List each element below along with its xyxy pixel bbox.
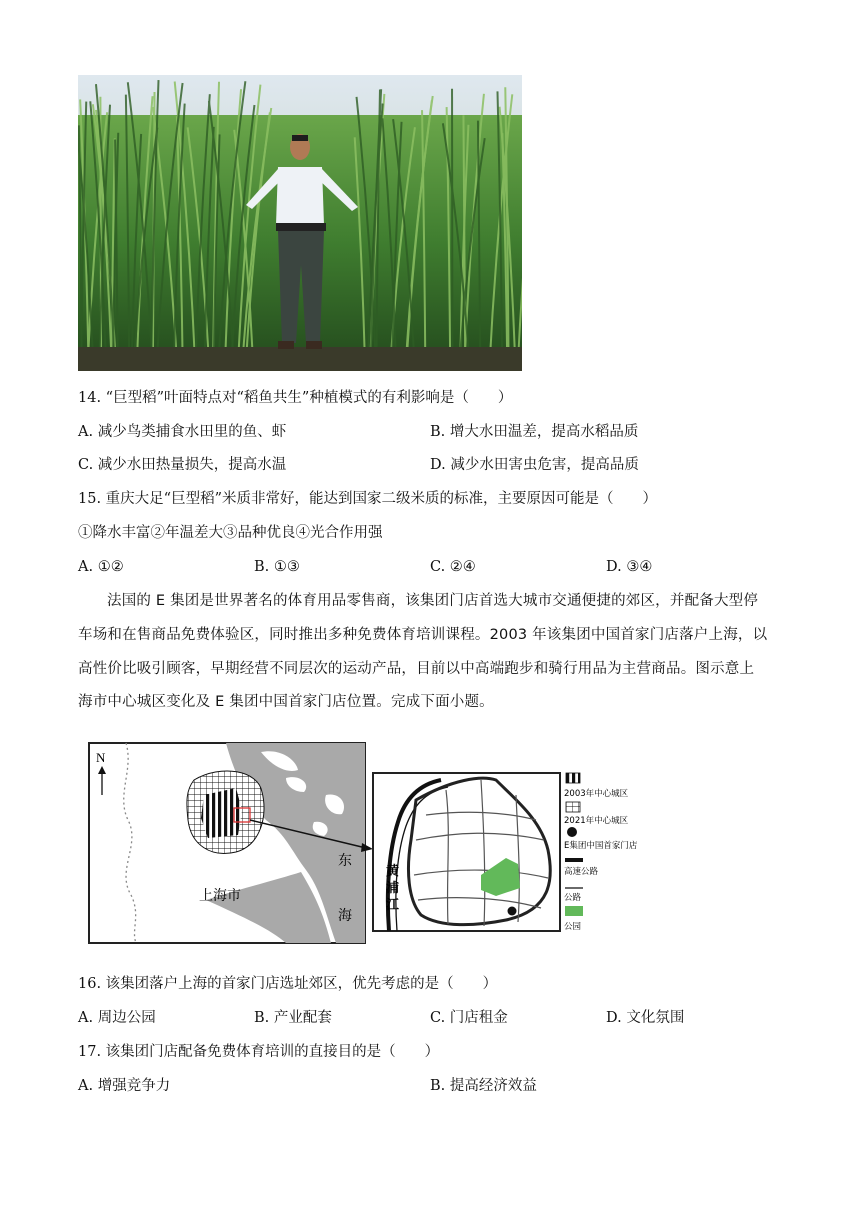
q15-option-c[interactable]: C. ②④	[430, 559, 476, 575]
passage-line-2: 车场和在售商品免费体验区，同时推出多种免费体育培训课程。2003 年该集团中国首家门店落户上海，以	[78, 627, 768, 643]
q14-option-b[interactable]: B. 增大水田温差，提高水稻品质	[430, 424, 639, 440]
central-urban-area	[187, 771, 264, 853]
q17-option-b[interactable]: B. 提高经济效益	[430, 1078, 537, 1094]
q17-option-a[interactable]: A. 增强竞争力	[78, 1078, 171, 1094]
q15-option-b[interactable]: B. ①③	[254, 559, 300, 575]
legend-2021: 2021年中心城区	[564, 816, 629, 826]
q14-stem: 14. “巨型稻”叶面特点对“稻鱼共生”种植模式的有利影响是（ ）	[78, 390, 513, 406]
giant-rice-photo	[78, 75, 522, 371]
passage-line-1: 法国的 E 集团是世界著名的体育用品零售商，该集团门店首选大城市交通便捷的郊区，并配备大型停	[107, 593, 759, 609]
passage-line-3: 高性价比吸引顾客，早期经营不同层次的运动产品，目前以中高端跑步和骑行用品为主营商品。图示意上	[78, 661, 755, 677]
sea-label-2: 海	[338, 908, 352, 924]
legend-road: 公路	[564, 893, 582, 903]
q15-option-a[interactable]: A. ①②	[78, 559, 124, 575]
q15-stem: 15. 重庆大足“巨型稻”米质非常好，能达到国家二级米质的标准，主要原因可能是（ ）	[78, 491, 657, 507]
river-label-3: 江	[386, 898, 400, 913]
q15-items: ①降水丰富②年温差大③品种优良④光合作用强	[78, 525, 383, 541]
q15-option-d[interactable]: D. ③④	[606, 559, 653, 575]
q14-option-c[interactable]: C. 减少水田热量损失，提高水温	[78, 457, 287, 473]
map-legend	[564, 773, 638, 932]
river-label-1: 黄	[386, 864, 400, 879]
q16-option-c[interactable]: C. 门店租金	[430, 1010, 508, 1026]
north-label: N	[96, 750, 106, 765]
q14-option-a[interactable]: A. 减少鸟类捕食水田里的鱼、虾	[78, 424, 287, 440]
legend-highway: 高速公路	[564, 867, 599, 877]
legend-store: E集团中国首家门店	[564, 841, 638, 851]
shanghai-map-figure	[86, 740, 686, 950]
q16-option-a[interactable]: A. 周边公园	[78, 1010, 156, 1026]
left-overview-map	[89, 743, 365, 943]
passage-line-4: 海市中心城区变化及 E 集团中国首家门店位置。完成下面小题。	[78, 694, 494, 710]
store-location-marker	[508, 907, 517, 916]
sea-label-1: 东	[338, 853, 352, 869]
q16-option-d[interactable]: D. 文化氛围	[606, 1010, 685, 1026]
q17-stem: 17. 该集团门店配备免费体育培训的直接目的是（ ）	[78, 1044, 440, 1060]
legend-park: 公园	[564, 922, 582, 932]
q16-option-b[interactable]: B. 产业配套	[254, 1010, 332, 1026]
right-detail-map	[373, 773, 560, 931]
city-label: 上海市	[199, 888, 241, 904]
river-label-2: 浦	[386, 881, 400, 896]
q14-option-d[interactable]: D. 减少水田害虫危害，提高品质	[430, 457, 639, 473]
legend-2003: 2003年中心城区	[564, 789, 629, 799]
q16-stem: 16. 该集团落户上海的首家门店选址郊区，优先考虑的是（ ）	[78, 976, 498, 992]
